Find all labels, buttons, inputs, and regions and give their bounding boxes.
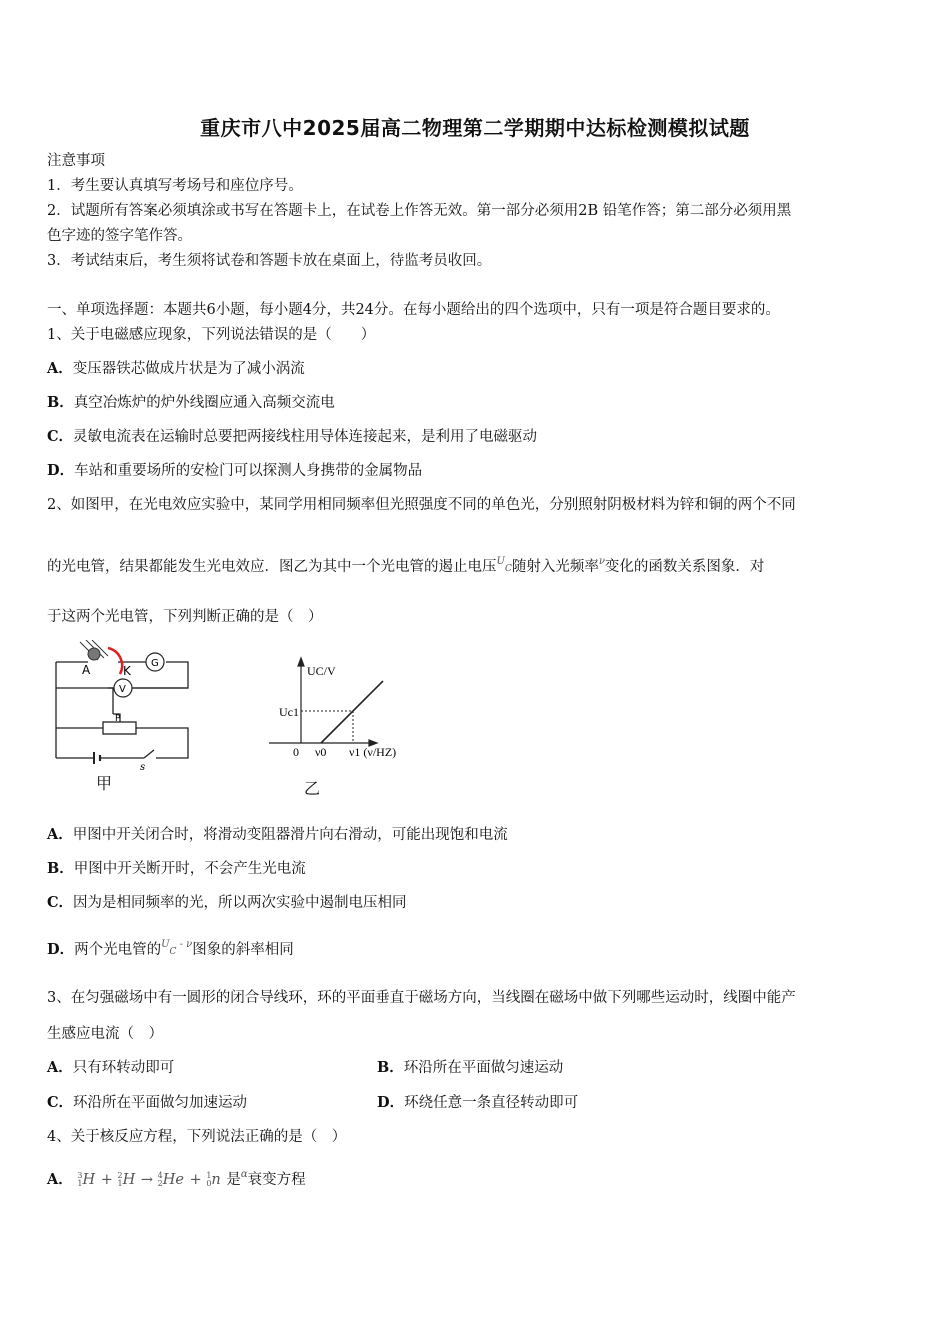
option-letter: A． xyxy=(47,1059,73,1076)
notice-item-2-cont: 色字迹的签字笔作答。 xyxy=(47,228,192,244)
option-text: 只有环转动即可 xyxy=(72,1060,175,1076)
page-title: 重庆市八中2025届高二物理第二学期期中达标检测模拟试题 xyxy=(200,116,750,140)
atomic-number: 1 xyxy=(117,1179,123,1188)
notice-item-1: 1．考生要认真填写考场号和座位序号。 xyxy=(47,178,303,194)
q3-option-d xyxy=(377,1093,578,1113)
atomic-number: 0 xyxy=(206,1179,212,1188)
element-symbol: n xyxy=(211,1172,221,1188)
uc-symbol xyxy=(496,556,512,575)
q3-stem-line2: 生感应电流（ ） xyxy=(47,1026,163,1042)
option-letter: C． xyxy=(47,1094,74,1111)
uc1-label: Uc1 xyxy=(279,705,299,719)
option-letter: B． xyxy=(47,394,74,411)
q2-option-b xyxy=(47,859,306,879)
option-text: 图象的斜率相同 xyxy=(192,942,294,958)
notice-item-2: 2．试题所有答案必须填涂或书写在答题卡上，在试卷上作答无效。第一部分必须用2B 铅笔作答；第二部分必须用黑 xyxy=(47,203,792,219)
option-letter: A． xyxy=(47,826,73,843)
q1-option-a xyxy=(47,359,305,379)
uc-nu-graph xyxy=(265,655,425,775)
u-letter: U xyxy=(496,556,505,567)
atomic-number: 2 xyxy=(157,1179,163,1188)
option-letter: A． xyxy=(47,360,73,377)
option-text: 车站和重要场所的安检门可以探测人身携带的金属物品 xyxy=(74,463,423,479)
option-letter: A． xyxy=(47,1171,73,1188)
q2-option-d xyxy=(47,940,294,962)
nuclide-tritium xyxy=(77,1170,95,1190)
nuclear-equation xyxy=(77,1172,226,1188)
notice-heading: 注意事项 xyxy=(47,153,105,169)
q3-stem-line1: 3、在匀强磁场中有一圆形的闭合导线环，环的平面垂直于磁场方向，当线圈在磁场中做下列哪些运动时，线圈中能产 xyxy=(47,990,796,1006)
switch-label: s xyxy=(140,762,146,773)
mass-number: 3 xyxy=(77,1171,83,1180)
option-letter: D． xyxy=(377,1094,405,1111)
option-letter: B． xyxy=(377,1059,404,1076)
q2-text: 变化的函数关系图象．对 xyxy=(604,559,765,575)
mass-number: 2 xyxy=(117,1171,123,1180)
nuclide-neutron xyxy=(206,1170,220,1190)
atomic-number: 1 xyxy=(77,1179,83,1188)
q2-option-a xyxy=(47,825,508,845)
option-text: 甲图中开关断开时，不会产生光电流 xyxy=(73,861,306,877)
anode-label: A xyxy=(82,663,91,677)
option-text: 两个光电管的 xyxy=(74,942,162,958)
option-text: 环沿所在平面做匀速运动 xyxy=(403,1060,564,1076)
option-letter: C． xyxy=(47,894,74,911)
nuclide-helium xyxy=(158,1170,184,1190)
option-text: 环绕任意一条直径转动即可 xyxy=(404,1095,579,1111)
option-letter: C． xyxy=(47,428,74,445)
q2-option-c xyxy=(47,893,407,913)
notice-item-3: 3．考试结束后，考生须将试卷和答题卡放在桌面上，待监考员收回。 xyxy=(47,253,492,269)
q4-stem: 4、关于核反应方程，下列说法正确的是（ ） xyxy=(47,1129,347,1145)
cathode-label: K xyxy=(123,664,131,678)
u-letter: U xyxy=(161,939,170,950)
c-subscript: C xyxy=(504,564,512,574)
q2-text: 的光电管，结果都能发生光电效应．图乙为其中一个光电管的遏止电压 xyxy=(47,559,497,575)
q3-option-a xyxy=(47,1058,174,1078)
mass-number: 1 xyxy=(206,1171,212,1180)
q2-text: 随射入光频率 xyxy=(511,559,599,575)
option-letter: D． xyxy=(47,462,75,479)
q2-stem-line2 xyxy=(47,557,764,579)
y-axis-label: UC/V xyxy=(307,664,336,678)
section-heading: 一、单项选择题：本题共6小题，每小题4分，共24分。在每小题给出的四个选项中，只有一项是符合题目要求的。 xyxy=(47,302,780,318)
nu0-label: ν0 xyxy=(315,745,327,759)
option-text: 甲图中开关闭合时，将滑动变阻器滑片向右滑动，可能出现饱和电流 xyxy=(72,827,508,843)
plus-sign: + xyxy=(189,1172,202,1188)
galvanometer-label: G xyxy=(151,658,159,669)
figure-a-caption: 甲 xyxy=(96,774,113,793)
circuit-diagram xyxy=(48,640,198,775)
q1-stem: 1、关于电磁感应现象，下列说法错误的是（ ） xyxy=(47,327,376,343)
q2-stem-line3: 于这两个光电管，下列判断正确的是（ ） xyxy=(47,609,323,625)
alpha-symbol: α xyxy=(240,1169,248,1180)
q1-option-c xyxy=(47,427,537,447)
option-text: 是 xyxy=(226,1172,241,1188)
element-symbol: H xyxy=(82,1172,96,1188)
slider-label: P xyxy=(115,714,121,724)
option-letter: B． xyxy=(47,860,74,877)
plus-sign: + xyxy=(100,1172,113,1188)
option-text: 因为是相同频率的光，所以两次实验中遏制电压相同 xyxy=(73,895,407,911)
option-text: 真空冶炼炉的炉外线圈应通入高频交流电 xyxy=(73,395,335,411)
c-subscript: C xyxy=(169,947,177,957)
option-text: 灵敏电流表在运输时总要把两接线柱用导体连接起来，是利用了电磁驱动 xyxy=(73,429,538,445)
q2-stem-line1: 2、如图甲，在光电效应实验中，某同学用相同频率但光照强度不同的单色光，分别照射阴极材料为锌和铜的两个不同 xyxy=(47,497,796,513)
figure-b-caption: 乙 xyxy=(304,779,321,798)
reaction-arrow: → xyxy=(140,1172,154,1188)
element-symbol: He xyxy=(162,1172,184,1188)
option-text: 变压器铁芯做成片状是为了减小涡流 xyxy=(72,361,305,377)
q1-option-d xyxy=(47,461,422,481)
element-symbol: H xyxy=(122,1172,136,1188)
nu-symbol: ν xyxy=(598,556,605,567)
q4-option-a xyxy=(47,1170,306,1192)
option-letter: D． xyxy=(47,941,75,958)
x-axis-label: ν1 (ν/HZ) xyxy=(349,745,397,759)
q1-option-b xyxy=(47,393,335,413)
origin-label: 0 xyxy=(293,745,299,759)
q3-option-b xyxy=(377,1058,563,1078)
option-text: 衰变方程 xyxy=(247,1172,306,1188)
q3-option-c xyxy=(47,1093,247,1113)
nuclide-deuterium xyxy=(118,1170,136,1190)
voltmeter-label: V xyxy=(119,684,126,695)
option-text: 环沿所在平面做匀加速运动 xyxy=(73,1095,248,1111)
mass-number: 4 xyxy=(157,1171,163,1180)
uc-nu-symbol xyxy=(161,939,193,958)
nu-symbol: - ν xyxy=(176,939,193,950)
